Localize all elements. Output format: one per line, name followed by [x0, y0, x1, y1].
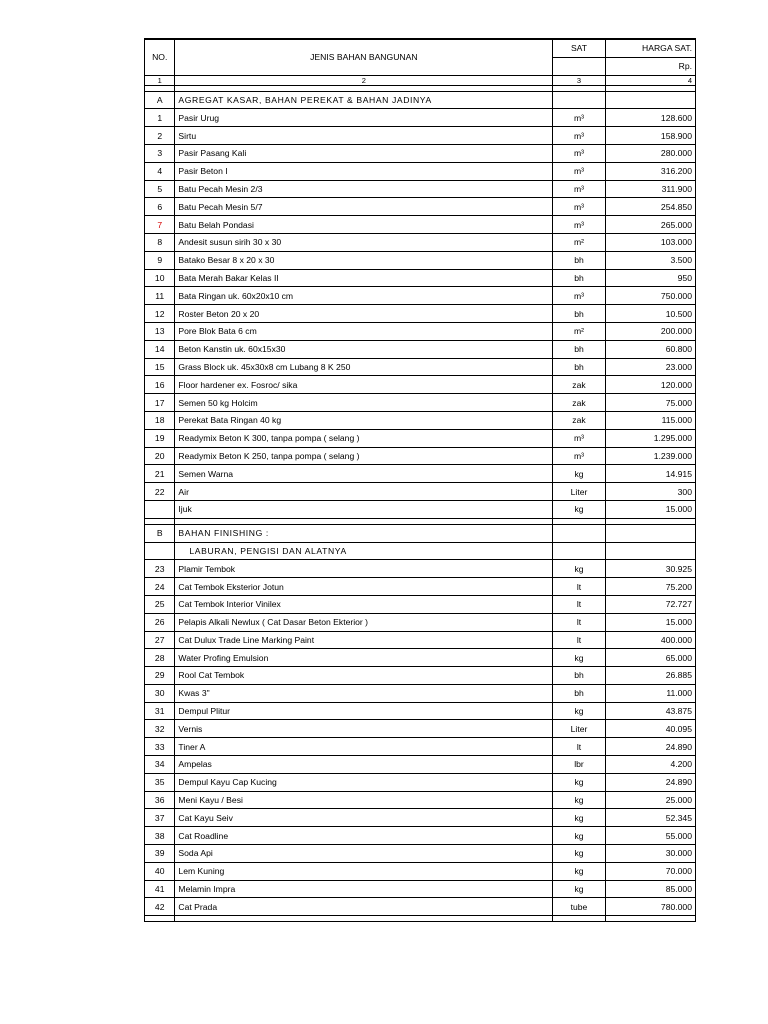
- item-number: 7: [145, 216, 175, 234]
- table-row: [145, 791, 696, 809]
- table-row: [145, 862, 696, 880]
- unit: kg: [553, 465, 605, 483]
- unit: kg: [553, 862, 605, 880]
- table-row: [145, 287, 696, 305]
- unit-price: 254.850: [605, 198, 695, 216]
- unit-price: 85.000: [605, 880, 695, 898]
- unit: m²: [553, 233, 605, 251]
- table-row: [145, 720, 696, 738]
- unit-price: 265.000: [605, 216, 695, 234]
- unit-price: 24.890: [605, 773, 695, 791]
- unit-price: 26.885: [605, 667, 695, 685]
- unit-price: 75.200: [605, 578, 695, 596]
- unit-price: 300: [605, 483, 695, 501]
- unit: m³: [553, 429, 605, 447]
- item-number: 39: [145, 845, 175, 863]
- material-name: Batu Pecah Mesin 5/7: [175, 198, 553, 216]
- item-number: 24: [145, 578, 175, 596]
- unit: bh: [553, 251, 605, 269]
- material-name: Cat Prada: [175, 898, 553, 916]
- item-number: 42: [145, 898, 175, 916]
- unit-price: 120.000: [605, 376, 695, 394]
- material-name: Andesit susun sirih 30 x 30: [175, 233, 553, 251]
- column-index-3: 3: [553, 75, 605, 85]
- item-number: 15: [145, 358, 175, 376]
- unit-price: 14.915: [605, 465, 695, 483]
- item-number: 6: [145, 198, 175, 216]
- table-row: [145, 269, 696, 287]
- material-name: Batu Belah Pondasi: [175, 216, 553, 234]
- table-row: [145, 667, 696, 685]
- unit: kg: [553, 809, 605, 827]
- section-a-header: [145, 91, 696, 109]
- unit-price: 1.295.000: [605, 429, 695, 447]
- material-name: Pasir Urug: [175, 109, 553, 127]
- unit: m³: [553, 447, 605, 465]
- item-number: 14: [145, 340, 175, 358]
- unit-price: 200.000: [605, 322, 695, 340]
- material-name: Pore Blok Bata 6 cm: [175, 322, 553, 340]
- section-a-code: A: [145, 91, 175, 109]
- item-number: 13: [145, 322, 175, 340]
- material-name: Ampelas: [175, 756, 553, 774]
- unit-price: 115.000: [605, 411, 695, 429]
- material-name: Ijuk: [175, 500, 553, 518]
- material-name: Soda Api: [175, 845, 553, 863]
- unit-price: 40.095: [605, 720, 695, 738]
- spacer-cell: [175, 916, 553, 922]
- section-b-subheader: [145, 542, 696, 560]
- item-number: 22: [145, 483, 175, 501]
- section-b-subtitle: LABURAN, PENGISI DAN ALATNYA: [175, 542, 553, 560]
- unit: zak: [553, 376, 605, 394]
- table-row: [145, 827, 696, 845]
- unit: m³: [553, 287, 605, 305]
- header-row: [145, 39, 696, 57]
- item-number: 2: [145, 127, 175, 145]
- item-number: 30: [145, 684, 175, 702]
- material-name: Pelapis Alkali Newlux ( Cat Dasar Beton Ekterior ): [175, 613, 553, 631]
- spacer-cell: [145, 916, 175, 922]
- material-name: Lem Kuning: [175, 862, 553, 880]
- table-row: [145, 162, 696, 180]
- section-b-sub-blank: [605, 542, 695, 560]
- table-row: [145, 394, 696, 412]
- unit-price: 11.000: [605, 684, 695, 702]
- item-number: 40: [145, 862, 175, 880]
- item-number: 38: [145, 827, 175, 845]
- table-row: [145, 649, 696, 667]
- unit: kg: [553, 791, 605, 809]
- spacer-cell: [605, 916, 695, 922]
- item-number: 37: [145, 809, 175, 827]
- item-number: 17: [145, 394, 175, 412]
- unit: Liter: [553, 483, 605, 501]
- item-number: 27: [145, 631, 175, 649]
- table-row: [145, 595, 696, 613]
- unit-price: 30.000: [605, 845, 695, 863]
- table-row: [145, 109, 696, 127]
- table-row: [145, 233, 696, 251]
- unit: lt: [553, 595, 605, 613]
- unit-price: 55.000: [605, 827, 695, 845]
- unit: lt: [553, 578, 605, 596]
- unit-price: 72.727: [605, 595, 695, 613]
- unit: m³: [553, 127, 605, 145]
- header-material-name: JENIS BAHAN BANGUNAN: [175, 39, 553, 75]
- header-unit: SAT: [553, 39, 605, 57]
- material-name: Meni Kayu / Besi: [175, 791, 553, 809]
- unit-price: 128.600: [605, 109, 695, 127]
- material-name: Melamin Impra: [175, 880, 553, 898]
- material-name: Beton Kanstin uk. 60x15x30: [175, 340, 553, 358]
- unit: bh: [553, 667, 605, 685]
- unit-price: 3.500: [605, 251, 695, 269]
- unit: lt: [553, 613, 605, 631]
- item-number: 35: [145, 773, 175, 791]
- section-b-title: BAHAN FINISHING :: [175, 524, 553, 542]
- unit-price: 780.000: [605, 898, 695, 916]
- table-row: [145, 578, 696, 596]
- unit-price: 43.875: [605, 702, 695, 720]
- unit-price: 70.000: [605, 862, 695, 880]
- unit-price: 65.000: [605, 649, 695, 667]
- material-name: Bata Ringan uk. 60x20x10 cm: [175, 287, 553, 305]
- item-number: 10: [145, 269, 175, 287]
- material-name: Grass Block uk. 45x30x8 cm Lubang 8 K 250: [175, 358, 553, 376]
- item-number: 36: [145, 791, 175, 809]
- unit: m³: [553, 162, 605, 180]
- price-table: [144, 38, 696, 922]
- table-row: [145, 376, 696, 394]
- unit: m³: [553, 109, 605, 127]
- unit: lbr: [553, 756, 605, 774]
- unit: kg: [553, 560, 605, 578]
- header-no: NO.: [145, 39, 175, 75]
- table-row: [145, 684, 696, 702]
- material-name: Pasir Beton I: [175, 162, 553, 180]
- table-row: [145, 613, 696, 631]
- item-number: 9: [145, 251, 175, 269]
- item-number: 41: [145, 880, 175, 898]
- section-b-blank: [605, 524, 695, 542]
- item-number: 32: [145, 720, 175, 738]
- unit-price: 24.890: [605, 738, 695, 756]
- unit-price: 25.000: [605, 791, 695, 809]
- material-name: Tiner A: [175, 738, 553, 756]
- table-row: [145, 483, 696, 501]
- material-name: Readymix Beton K 250, tanpa pompa ( selang ): [175, 447, 553, 465]
- section-b-sub-blank: [145, 542, 175, 560]
- material-name: Cat Tembok Eksterior Jotun: [175, 578, 553, 596]
- unit: m³: [553, 198, 605, 216]
- unit: m²: [553, 322, 605, 340]
- table-row: [145, 809, 696, 827]
- table-row: [145, 216, 696, 234]
- material-name: Dempul Plitur: [175, 702, 553, 720]
- table-row: [145, 631, 696, 649]
- unit: m³: [553, 144, 605, 162]
- unit-price: 4.200: [605, 756, 695, 774]
- table-row: [145, 340, 696, 358]
- unit-price: 10.500: [605, 305, 695, 323]
- item-number: 11: [145, 287, 175, 305]
- item-number: 29: [145, 667, 175, 685]
- section-b-code: B: [145, 524, 175, 542]
- item-number: 33: [145, 738, 175, 756]
- item-number: 5: [145, 180, 175, 198]
- unit: kg: [553, 649, 605, 667]
- material-name: Perekat Bata Ringan 40 kg: [175, 411, 553, 429]
- section-b-blank: [553, 524, 605, 542]
- header-unit-price: HARGA SAT.: [605, 39, 695, 57]
- section-a-title: AGREGAT KASAR, BAHAN PEREKAT & BAHAN JADINYA: [175, 91, 553, 109]
- material-name: Readymix Beton K 300, tanpa pompa ( selang ): [175, 429, 553, 447]
- item-number: 12: [145, 305, 175, 323]
- unit: kg: [553, 773, 605, 791]
- table-row: [145, 144, 696, 162]
- unit-price: 311.900: [605, 180, 695, 198]
- unit-price: 750.000: [605, 287, 695, 305]
- section-b-header: [145, 524, 696, 542]
- unit: bh: [553, 269, 605, 287]
- material-name: Batu Pecah Mesin 2/3: [175, 180, 553, 198]
- unit: Liter: [553, 720, 605, 738]
- table-row: [145, 845, 696, 863]
- unit: zak: [553, 411, 605, 429]
- table-row: [145, 738, 696, 756]
- material-name: Air: [175, 483, 553, 501]
- item-number: 8: [145, 233, 175, 251]
- section-b-sub-blank: [553, 542, 605, 560]
- item-number: 20: [145, 447, 175, 465]
- unit-price: 23.000: [605, 358, 695, 376]
- item-number: 23: [145, 560, 175, 578]
- material-name: Cat Roadline: [175, 827, 553, 845]
- table-row: [145, 500, 696, 518]
- unit-price: 950: [605, 269, 695, 287]
- unit: lt: [553, 631, 605, 649]
- header-currency: Rp.: [605, 57, 695, 75]
- material-name: Floor hardener ex. Fosroc/ sika: [175, 376, 553, 394]
- unit-price: 30.925: [605, 560, 695, 578]
- table-row: [145, 702, 696, 720]
- table-row: [145, 180, 696, 198]
- material-name: Plamir Tembok: [175, 560, 553, 578]
- table-row: [145, 127, 696, 145]
- column-index-4: 4: [605, 75, 695, 85]
- column-index-2: 2: [175, 75, 553, 85]
- table-row: [145, 358, 696, 376]
- unit-price: 15.000: [605, 500, 695, 518]
- unit-price: 75.000: [605, 394, 695, 412]
- table-row: [145, 560, 696, 578]
- unit: tube: [553, 898, 605, 916]
- table-row: [145, 898, 696, 916]
- unit: bh: [553, 305, 605, 323]
- material-name: Pasir Pasang Kali: [175, 144, 553, 162]
- material-name: Kwas 3": [175, 684, 553, 702]
- item-number: 21: [145, 465, 175, 483]
- item-number: 19: [145, 429, 175, 447]
- table-row: [145, 251, 696, 269]
- header-unit-blank: [553, 57, 605, 75]
- table-row: [145, 198, 696, 216]
- unit-price: 52.345: [605, 809, 695, 827]
- table-row: [145, 305, 696, 323]
- material-name: Sirtu: [175, 127, 553, 145]
- table-row: [145, 411, 696, 429]
- item-number: 16: [145, 376, 175, 394]
- item-number: 3: [145, 144, 175, 162]
- material-name: Rool Cat Tembok: [175, 667, 553, 685]
- unit-price: 103.000: [605, 233, 695, 251]
- unit: bh: [553, 358, 605, 376]
- spacer-row: [145, 916, 696, 922]
- item-number: 4: [145, 162, 175, 180]
- unit: kg: [553, 880, 605, 898]
- column-index-1: 1: [145, 75, 175, 85]
- unit-price: 1.239.000: [605, 447, 695, 465]
- material-name: Dempul Kayu Cap Kucing: [175, 773, 553, 791]
- table-row: [145, 429, 696, 447]
- table-row: [145, 756, 696, 774]
- unit: m³: [553, 180, 605, 198]
- item-number: 18: [145, 411, 175, 429]
- material-name: Roster Beton 20 x 20: [175, 305, 553, 323]
- material-name: Semen Warna: [175, 465, 553, 483]
- unit: kg: [553, 845, 605, 863]
- unit-price: 15.000: [605, 613, 695, 631]
- unit: kg: [553, 500, 605, 518]
- unit-price: 158.900: [605, 127, 695, 145]
- item-number: [145, 500, 175, 518]
- table-row: [145, 880, 696, 898]
- item-number: 31: [145, 702, 175, 720]
- material-name: Cat Dulux Trade Line Marking Paint: [175, 631, 553, 649]
- item-number: 25: [145, 595, 175, 613]
- material-name: Vernis: [175, 720, 553, 738]
- unit-price: 316.200: [605, 162, 695, 180]
- spacer-cell: [553, 916, 605, 922]
- unit: m³: [553, 216, 605, 234]
- table-row: [145, 322, 696, 340]
- unit: bh: [553, 684, 605, 702]
- item-number: 1: [145, 109, 175, 127]
- unit: kg: [553, 827, 605, 845]
- table-row: [145, 465, 696, 483]
- item-number: 34: [145, 756, 175, 774]
- unit: zak: [553, 394, 605, 412]
- unit-price: 60.800: [605, 340, 695, 358]
- item-number: 28: [145, 649, 175, 667]
- material-name: Batako Besar 8 x 20 x 30: [175, 251, 553, 269]
- material-name: Bata Merah Bakar Kelas II: [175, 269, 553, 287]
- unit-price: 400.000: [605, 631, 695, 649]
- unit: bh: [553, 340, 605, 358]
- table-row: [145, 447, 696, 465]
- price-list-sheet: [144, 38, 696, 922]
- unit: lt: [553, 738, 605, 756]
- material-name: Cat Kayu Seiv: [175, 809, 553, 827]
- material-name: Cat Tembok Interior Vinilex: [175, 595, 553, 613]
- item-number: 26: [145, 613, 175, 631]
- unit-price: 280.000: [605, 144, 695, 162]
- column-index-row: [145, 75, 696, 85]
- material-name: Water Profing Emulsion: [175, 649, 553, 667]
- material-name: Semen 50 kg Holcim: [175, 394, 553, 412]
- unit: kg: [553, 702, 605, 720]
- table-row: [145, 773, 696, 791]
